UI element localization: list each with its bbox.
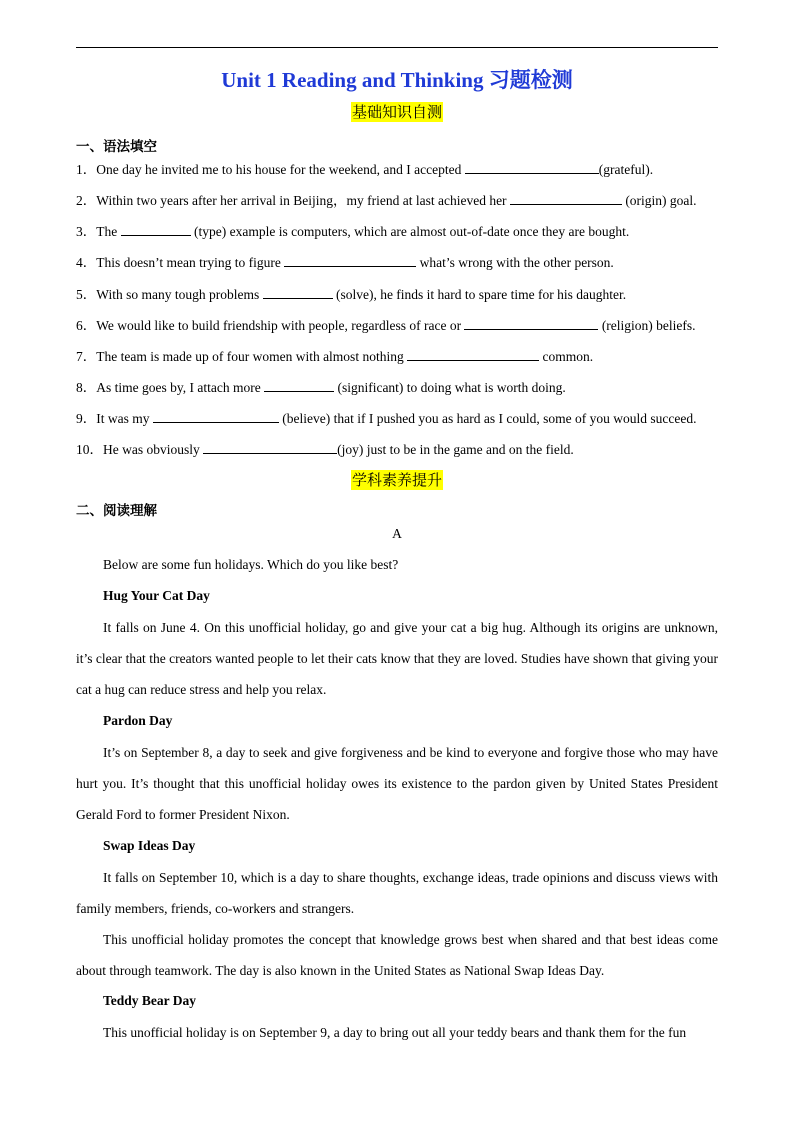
- grammar-question: 4．This doesn’t mean trying to figure what’s wrong with the other person.: [76, 255, 614, 270]
- passage-intro: Below are some fun holidays. Which do you like best?: [103, 557, 399, 572]
- top-rule: [76, 47, 718, 48]
- holiday-title: Swap Ideas Day: [103, 838, 196, 853]
- answer-blank[interactable]: [121, 223, 191, 236]
- answer-blank[interactable]: [263, 286, 333, 299]
- section-tag-basic: [0, 102, 794, 122]
- grammar-question: 7．The team is made up of four women with almost nothing common.: [76, 349, 594, 364]
- grammar-question: 1．One day he invited me to his house for the weekend, and I accepted (grateful).: [76, 162, 654, 177]
- grammar-question: 8．As time goes by, I attach more (significant) to doing what is worth doing.: [76, 380, 566, 395]
- answer-blank[interactable]: [284, 254, 416, 267]
- section-tag-basic-label: 基础知识自测: [351, 103, 442, 121]
- answer-blank[interactable]: [203, 441, 337, 454]
- answer-blank[interactable]: [407, 348, 539, 361]
- answer-blank[interactable]: [465, 161, 599, 174]
- answer-blank[interactable]: [153, 410, 279, 423]
- answer-blank[interactable]: [264, 379, 334, 392]
- grammar-question: 2．Within two years after her arrival in Beijing，my friend at last achieved her (origin) goal.: [76, 193, 697, 208]
- grammar-question: 3．The (type) example is computers, which are almost out-of-date once they are bought.: [76, 224, 630, 239]
- section-tag-advanced-label: 学科素养提升: [351, 471, 442, 489]
- holiday-title: Teddy Bear Day: [103, 993, 197, 1008]
- grammar-heading: 一、语法填空: [76, 139, 157, 155]
- grammar-question: 5．With so many tough problems (solve), he finds it hard to spare time for his daughter.: [76, 287, 627, 302]
- grammar-question: 6．We would like to build friendship with people, regardless of race or (religion) beliefs.: [76, 318, 696, 333]
- holiday-title: Pardon Day: [103, 713, 173, 728]
- holiday-paragraph: This unofficial holiday is on September 9, a day to bring out all your teddy bears and thank them for the fun: [103, 1025, 687, 1040]
- holiday-paragraph: It falls on June 4. On this unofficial holiday, go and give your cat a big hug. Although its origins are unknown, it’s clear that the creators wanted people to let their cats know that they are loved. Studies have shown that giving your cat a hug can reduce stress and help you relax.: [76, 620, 718, 697]
- page-title: Unit 1 Reading and Thinking 习题检测: [221, 68, 573, 92]
- reading-heading: 二、阅读理解: [76, 503, 157, 519]
- grammar-question: 9．It was my (believe) that if I pushed you as hard as I could, some of you would succeed.: [76, 411, 697, 426]
- holiday-paragraph: It’s on September 8, a day to seek and give forgiveness and be kind to everyone and forgive those who may have hurt you. It’s thought that this unofficial holiday owes its existence to the pardon given by United States President Gerald Ford to former President Nixon.: [76, 745, 718, 822]
- grammar-question: 10．He was obviously (joy) just to be in the game and on the field.: [76, 442, 574, 457]
- answer-blank[interactable]: [510, 192, 622, 205]
- section-tag-advanced: [0, 470, 794, 490]
- passage-label: A: [392, 526, 402, 541]
- answer-blank[interactable]: [464, 317, 598, 330]
- holiday-paragraph: It falls on September 10, which is a day to share thoughts, exchange ideas, trade opinions and discuss views with family members, friends, co-workers and strangers.: [76, 870, 718, 916]
- holiday-title: Hug Your Cat Day: [103, 588, 210, 603]
- holiday-paragraph: This unofficial holiday promotes the concept that knowledge grows best when shared and that best ideas come about through teamwork. The day is also known in the United States as National Swap Ideas Day.: [76, 932, 718, 978]
